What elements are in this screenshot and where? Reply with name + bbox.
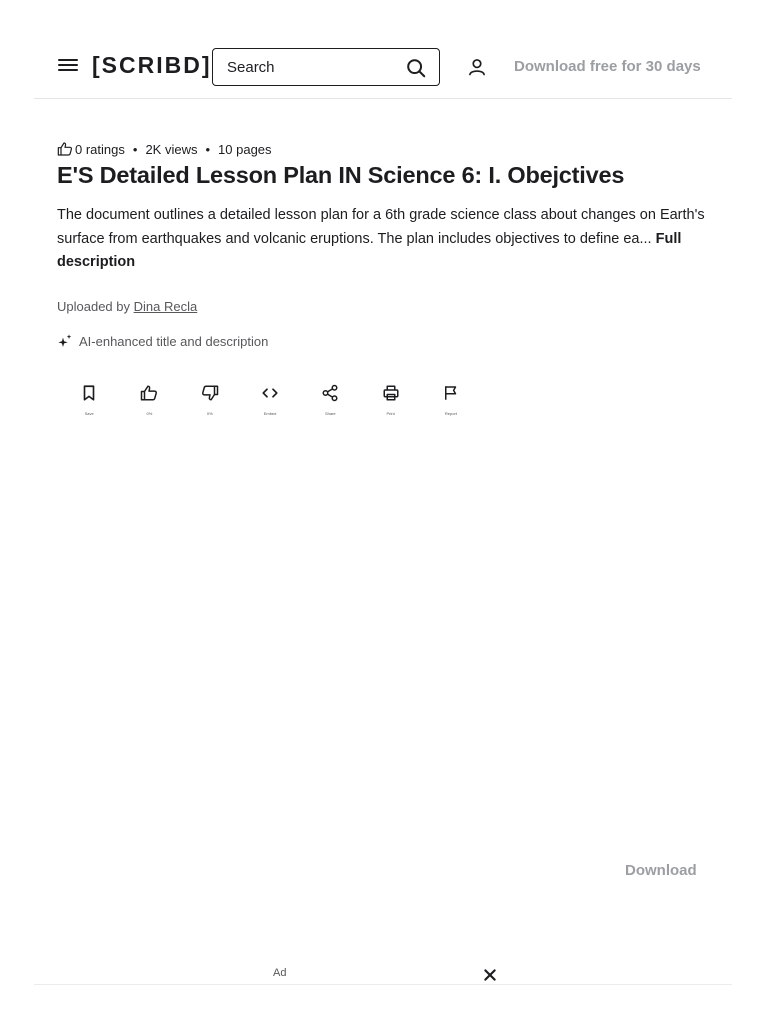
sparkle-icon bbox=[57, 333, 73, 349]
document-meta bbox=[57, 141, 272, 157]
ad-divider bbox=[34, 984, 732, 985]
views-count: 2K views bbox=[145, 141, 198, 157]
uploader-link[interactable]: Dina Recla bbox=[133, 299, 198, 314]
scribd-logo[interactable]: [SCRIBD] bbox=[92, 52, 212, 78]
ratings-count: 0 ratings bbox=[75, 141, 125, 157]
bookmark-icon bbox=[80, 384, 98, 402]
uploaded-by-label: Uploaded by bbox=[57, 299, 130, 314]
document-description bbox=[57, 204, 707, 275]
page-count: 10 pages bbox=[218, 141, 272, 157]
print-label: Print bbox=[386, 411, 395, 416]
print-button[interactable] bbox=[360, 384, 420, 416]
ad-label: Ad bbox=[273, 967, 287, 979]
user-icon[interactable] bbox=[467, 56, 487, 78]
like-label: 0% bbox=[146, 411, 153, 416]
action-bar bbox=[59, 384, 481, 416]
menu-icon[interactable] bbox=[56, 56, 80, 78]
ai-enhanced-text: AI-enhanced title and description bbox=[79, 333, 269, 349]
thumbs-up-icon bbox=[57, 141, 73, 157]
share-button[interactable] bbox=[300, 384, 360, 416]
search-icon[interactable] bbox=[405, 57, 427, 79]
thumbs-up-icon bbox=[140, 384, 158, 402]
embed-button[interactable] bbox=[240, 384, 300, 416]
separator-dot: • bbox=[205, 141, 211, 157]
top-header bbox=[34, 0, 732, 99]
close-icon[interactable] bbox=[482, 967, 498, 983]
like-button[interactable] bbox=[119, 384, 179, 416]
report-label: Report bbox=[444, 411, 457, 416]
description-text: The document outlines a detailed lesson plan for a 6th grade science class about changes on Earth's surface from earthquakes and volcanic eruptions. The plan includes objectives to define ea... bbox=[57, 207, 705, 247]
download-button[interactable]: Download bbox=[625, 862, 697, 879]
ai-enhanced-note bbox=[57, 333, 268, 349]
code-icon bbox=[261, 384, 279, 402]
full-description-link[interactable]: Full description bbox=[57, 230, 682, 270]
save-button[interactable] bbox=[59, 384, 119, 416]
dislike-label: 0% bbox=[206, 411, 213, 416]
separator-dot: • bbox=[132, 141, 138, 157]
document-title: E'S Detailed Lesson Plan IN Science 6: I. Obejctives bbox=[57, 162, 625, 188]
dislike-button[interactable] bbox=[180, 384, 240, 416]
share-label: Share bbox=[324, 411, 336, 416]
search-box[interactable] bbox=[212, 48, 440, 86]
printer-icon bbox=[382, 384, 400, 402]
uploaded-by bbox=[57, 299, 197, 314]
download-free-link[interactable]: Download free for 30 days bbox=[514, 58, 701, 75]
save-label: Save bbox=[84, 411, 94, 416]
thumbs-down-icon bbox=[201, 384, 219, 402]
share-icon bbox=[321, 384, 339, 402]
search-input[interactable] bbox=[227, 57, 397, 77]
report-button[interactable] bbox=[421, 384, 481, 416]
embed-label: Embed bbox=[263, 411, 277, 416]
flag-icon bbox=[442, 384, 460, 402]
